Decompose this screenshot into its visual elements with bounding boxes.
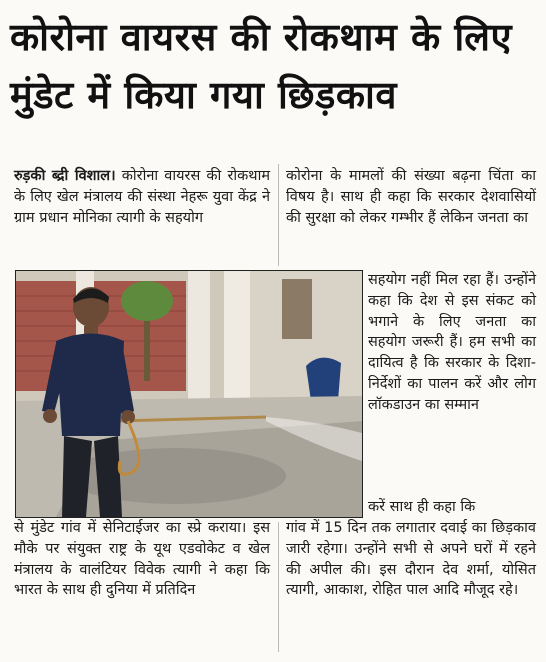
article-column-right-mid [368, 270, 536, 416]
article-column-right-mid-last [368, 497, 536, 518]
column-divider-bottom [278, 522, 279, 652]
article-text-right-mid-last: करें साथ ही कहा कि [368, 499, 476, 515]
article-text-right-bottom: गांव में 15 दिन तक लगातार दवाई का छिड़काव जारी रहेगा। उन्होंने सभी से अपने घरों में रहने की अपील की। इस दौरान देव शर्मा, योसित त्यागी, आकाश, रोहित पाल आदि मौजूद रहे। [286, 520, 536, 599]
byline: रुड़की ब्द्री विशाल। [14, 168, 116, 184]
article-column-right-top [286, 166, 536, 228]
article-text-right-top: कोरोना के मामलों की संख्या बढ़ना चिंता का विषय है। साथ ही कहा कि सरकार देशवासियों की सुरक्षा को लेकर गम्भीर हैं लेकिन जनता का [286, 168, 536, 226]
article-text-left-bottom: से मुंडेट गांव में सेनिटाईजर का स्प्रे कराया। इस मौके पर संयुक्त राष्ट्र के यूथ एडवोकेट व खेल मंत्रालय के वालंटियर विवेक त्यागी ने कहा कि भारत के साथ ही दुनिया में प्रतिदिन [14, 520, 270, 599]
article-column-left-top [14, 166, 270, 228]
news-photo [15, 270, 363, 518]
headline-line-1: कोरोना वायरस की रोकथाम के लिए [10, 15, 512, 59]
headline-line-2: मुंडेट में किया गया छिड़काव [10, 73, 397, 117]
article-column-right-bottom [286, 518, 536, 601]
photo-sanitizer-spraying [16, 271, 362, 517]
article-column-left-bottom [14, 518, 270, 601]
article-text-left-top: कोरोना वायरस की रोकथाम के लिए खेल मंत्रालय की संस्था नेहरू युवा केंद्र ने ग्राम प्रधान मोनिका त्यागी के सहयोग [14, 168, 270, 226]
article-text-right-mid: सहयोग नहीं मिल रहा हैं। उन्होंने कहा कि देश से इस संकट को भगाने के लिए जनता का सहयोग जरूरी हैं। हम सभी का दायित्व है कि सरकार के दिशा- निर्देशों का पालन करें और लोग लॉकडाउन का सम्मान [368, 272, 536, 413]
headline [10, 8, 538, 124]
column-divider-top [278, 164, 279, 266]
